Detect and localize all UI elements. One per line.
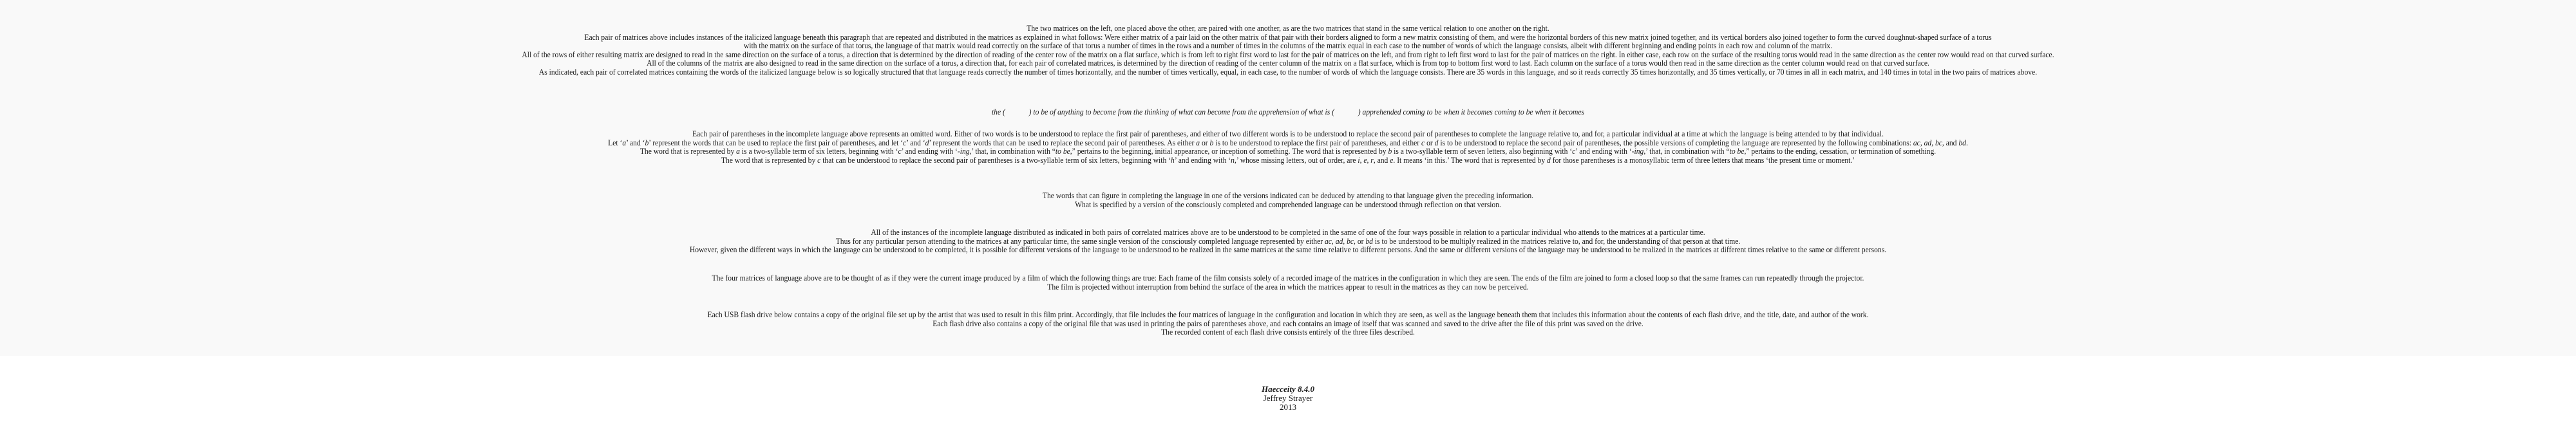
paragraph-deduction — [0, 192, 2576, 209]
language-part: ) to be of anything to become from the thinking of what can become from the apprehension of what is ( — [1028, 107, 1334, 116]
text-line: What is specified by a version of the consciously completed and comprehended language can be understood through reflection on that version. — [1075, 199, 1501, 209]
text-line: Each USB flash drive below contains a copy of the original file set up by the artist that was used to result in this film print. Accordingly, that file includes the four matrices of language in the configuration and location in which they are seen, as well as the language beneath them that includes this information about the contents of each flash drive, and the title, date, and author of the work. — [707, 310, 1869, 319]
paragraph-flash-drive — [0, 311, 2576, 337]
text-line: The recorded content of each flash drive consists entirely of the three files described. — [1161, 328, 1415, 337]
text-line: Thus for any particular person attending to the matrices at any particular time, the same single version of the consciously completed language represented by either ac, ad, bc, or bd is to be understood to be multiply realized in the matrices relative to, and for, the understanding of that person at that time. — [835, 236, 1741, 246]
text-line: The film is projected without interruption from behind the surface of the area in which the matrices appear to result in the matrices as they can now be perceived. — [1047, 282, 1529, 291]
text-line: with the matrix on the surface of that torus, the language of that matrix would read correctly on the surface of that torus a number of times in the rows and a number of times in the columns of the matrix equal in each case to the number of words of which the language consists, albeit with different beginning and ending points in each row and column of the matrix. — [743, 41, 1833, 51]
text-line: The words that can figure in completing the language in one of the versions indicated can be deduced by attending to that language given the preceding information. — [1042, 191, 1534, 200]
text-line: As indicated, each pair of correlated matrices containing the words of the italicized language below is so logically structured that that language reads correctly the number of times horizontally, and the number of times vertically, equal, in each case, to the number of words of which the language consists. There are 35 words in this language, and so it reads correctly 35 times horizontally, and 35 times vertically, or 70 times in all in each matrix, and 140 times in total in the two pairs of matrices above. — [538, 67, 2038, 77]
text-line: The word that is represented by a is a two-syllable term of six letters, beginning with ‘c’ and ending with ‘-ing,’ that, in combination with “to be,” pertains to the beginning, initial appearance, or inception of something. The word that is represented by b is a two-syllable term of seven letters, also beginning with ‘c’ and ending with ‘-ing,’ that, in combination with “to be,” pertains to the ending, cessation, or termination of something. — [639, 147, 1937, 156]
text-line: All of the columns of the matrix are also designed to read in the same direction on the surface of a torus, a direction that, for each pair of correlated matrices, is determined by the direction of reading of the center column of the matrix on a flat surface, which is from top to bottom first word to last. Each column on the surface of a torus would then read in the same direction as the center column would read on that curved surface. — [647, 59, 1929, 68]
text-line: However, given the different ways in which the language can be understood to be completed, it is possible for different versions of the language to be understood to be realized in the same matrices at the same time relative to different persons. And the same or different versions of the language may be understood to be realized in the matrices at different times relative to the same or different persons. — [689, 245, 1887, 255]
paragraph-matrices-explanation — [0, 24, 2576, 77]
language-part: ) apprehended coming to be when it becomes coming to be when it becomes — [1358, 107, 1585, 116]
text-line: The four matrices of language above are to be thought of as if they were the current image produced by a film of which the following things are true: Each frame of the film consists solely of a recorded image of the matrices in the configuration in which they are seen. The ends of the film are joined to form a closed loop so that the same frames can run repeatedly through the projector. — [712, 273, 1864, 282]
incomplete-language — [103, 107, 2473, 116]
italic-language-line — [0, 107, 2576, 116]
text-line: Each flash drive also contains a copy of the original file that was used in printing the pairs of parentheses above, and each contains an image of itself that was scanned and saved to the drive after the file of this print was saved on the drive. — [933, 319, 1643, 328]
language-part: the ( — [991, 107, 1005, 116]
text-line: Each pair of parentheses in the incomplete language above represents an omitted word. Either of two words is to be understood to replace the first pair of parentheses, and either of two different words is to be understood to replace the second pair of parentheses to complete the language relative to, and for, a particular individual at a time at which the language is being attended to by that individual. — [692, 129, 1884, 138]
credits — [0, 385, 2576, 412]
paragraph-completion-versions — [0, 228, 2576, 255]
paragraph-film — [0, 274, 2576, 291]
text-line: The two matrices on the left, one placed above the other, are paired with one another, as are the two matrices that stand in the same vertical relation to one another on the right. — [1027, 24, 1549, 33]
work-title: Haecceity 8.4.0 — [1262, 384, 1314, 394]
paragraph-parentheses-explanation — [0, 130, 2576, 165]
text-line: Each pair of matrices above includes instances of the italicized language beneath this paragraph that are repeated and distributed in the matrices as explained in what follows: Were either matrix of a pair laid on the other matrix of that pair with their borders aligned to form a new matrix consisting of them, and were the horizontal borders of this new matrix joined together, and its vertical borders also joined together to form the curved doughnut-shaped surface of a torus — [584, 32, 1992, 42]
text-line: The word that is represented by c that can be understood to replace the second pair of parentheses is a two-syllable term of six letters, beginning with ‘h’ and ending with ‘n,’ whose missing letters, out of order, are i, e, r, and e. It means ‘in this.’ The word that is represented by d for those parentheses is a monosyllabic term of three letters that means ‘the present time or moment.’ — [721, 155, 1855, 165]
text-line: All of the rows of either resulting matrix are designed to read in the same direction on the surface of a torus, a direction that is determined by the direction of reading of the center row of the matrix on a flat surface, which is from left to right first word to last for the pair of matrices on the left, and from right to left first word to last for the pair of matrices on the right. In either case, each row on the surface of the resulting torus would read in the same direction as the center row would read on that curved surface. — [522, 50, 2054, 59]
text-line: All of the instances of the incomplete language distributed as indicated in both pairs of correlated matrices above are to be understood to be completed in the same of one of the four ways possible in relation to a particular individual who attends to the matrices at a particular time. — [871, 228, 1705, 237]
year: 2013 — [1280, 402, 1296, 412]
author-name: Jeffrey Strayer — [1263, 393, 1313, 403]
text-line: Let ‘a’ and ‘b’ represent the words that can be used to replace the first pair of parentheses, and let ‘c’ and ‘d’ represent the words that can be used to replace the second pair of parentheses. As either a or b is to be understood to replace the first pair of parentheses, and either c or d is to be understood to replace the second pair of parentheses, the possible versions of completing the language are represented by the following combinations: ac, ad, bc, and bd. — [608, 138, 1968, 147]
